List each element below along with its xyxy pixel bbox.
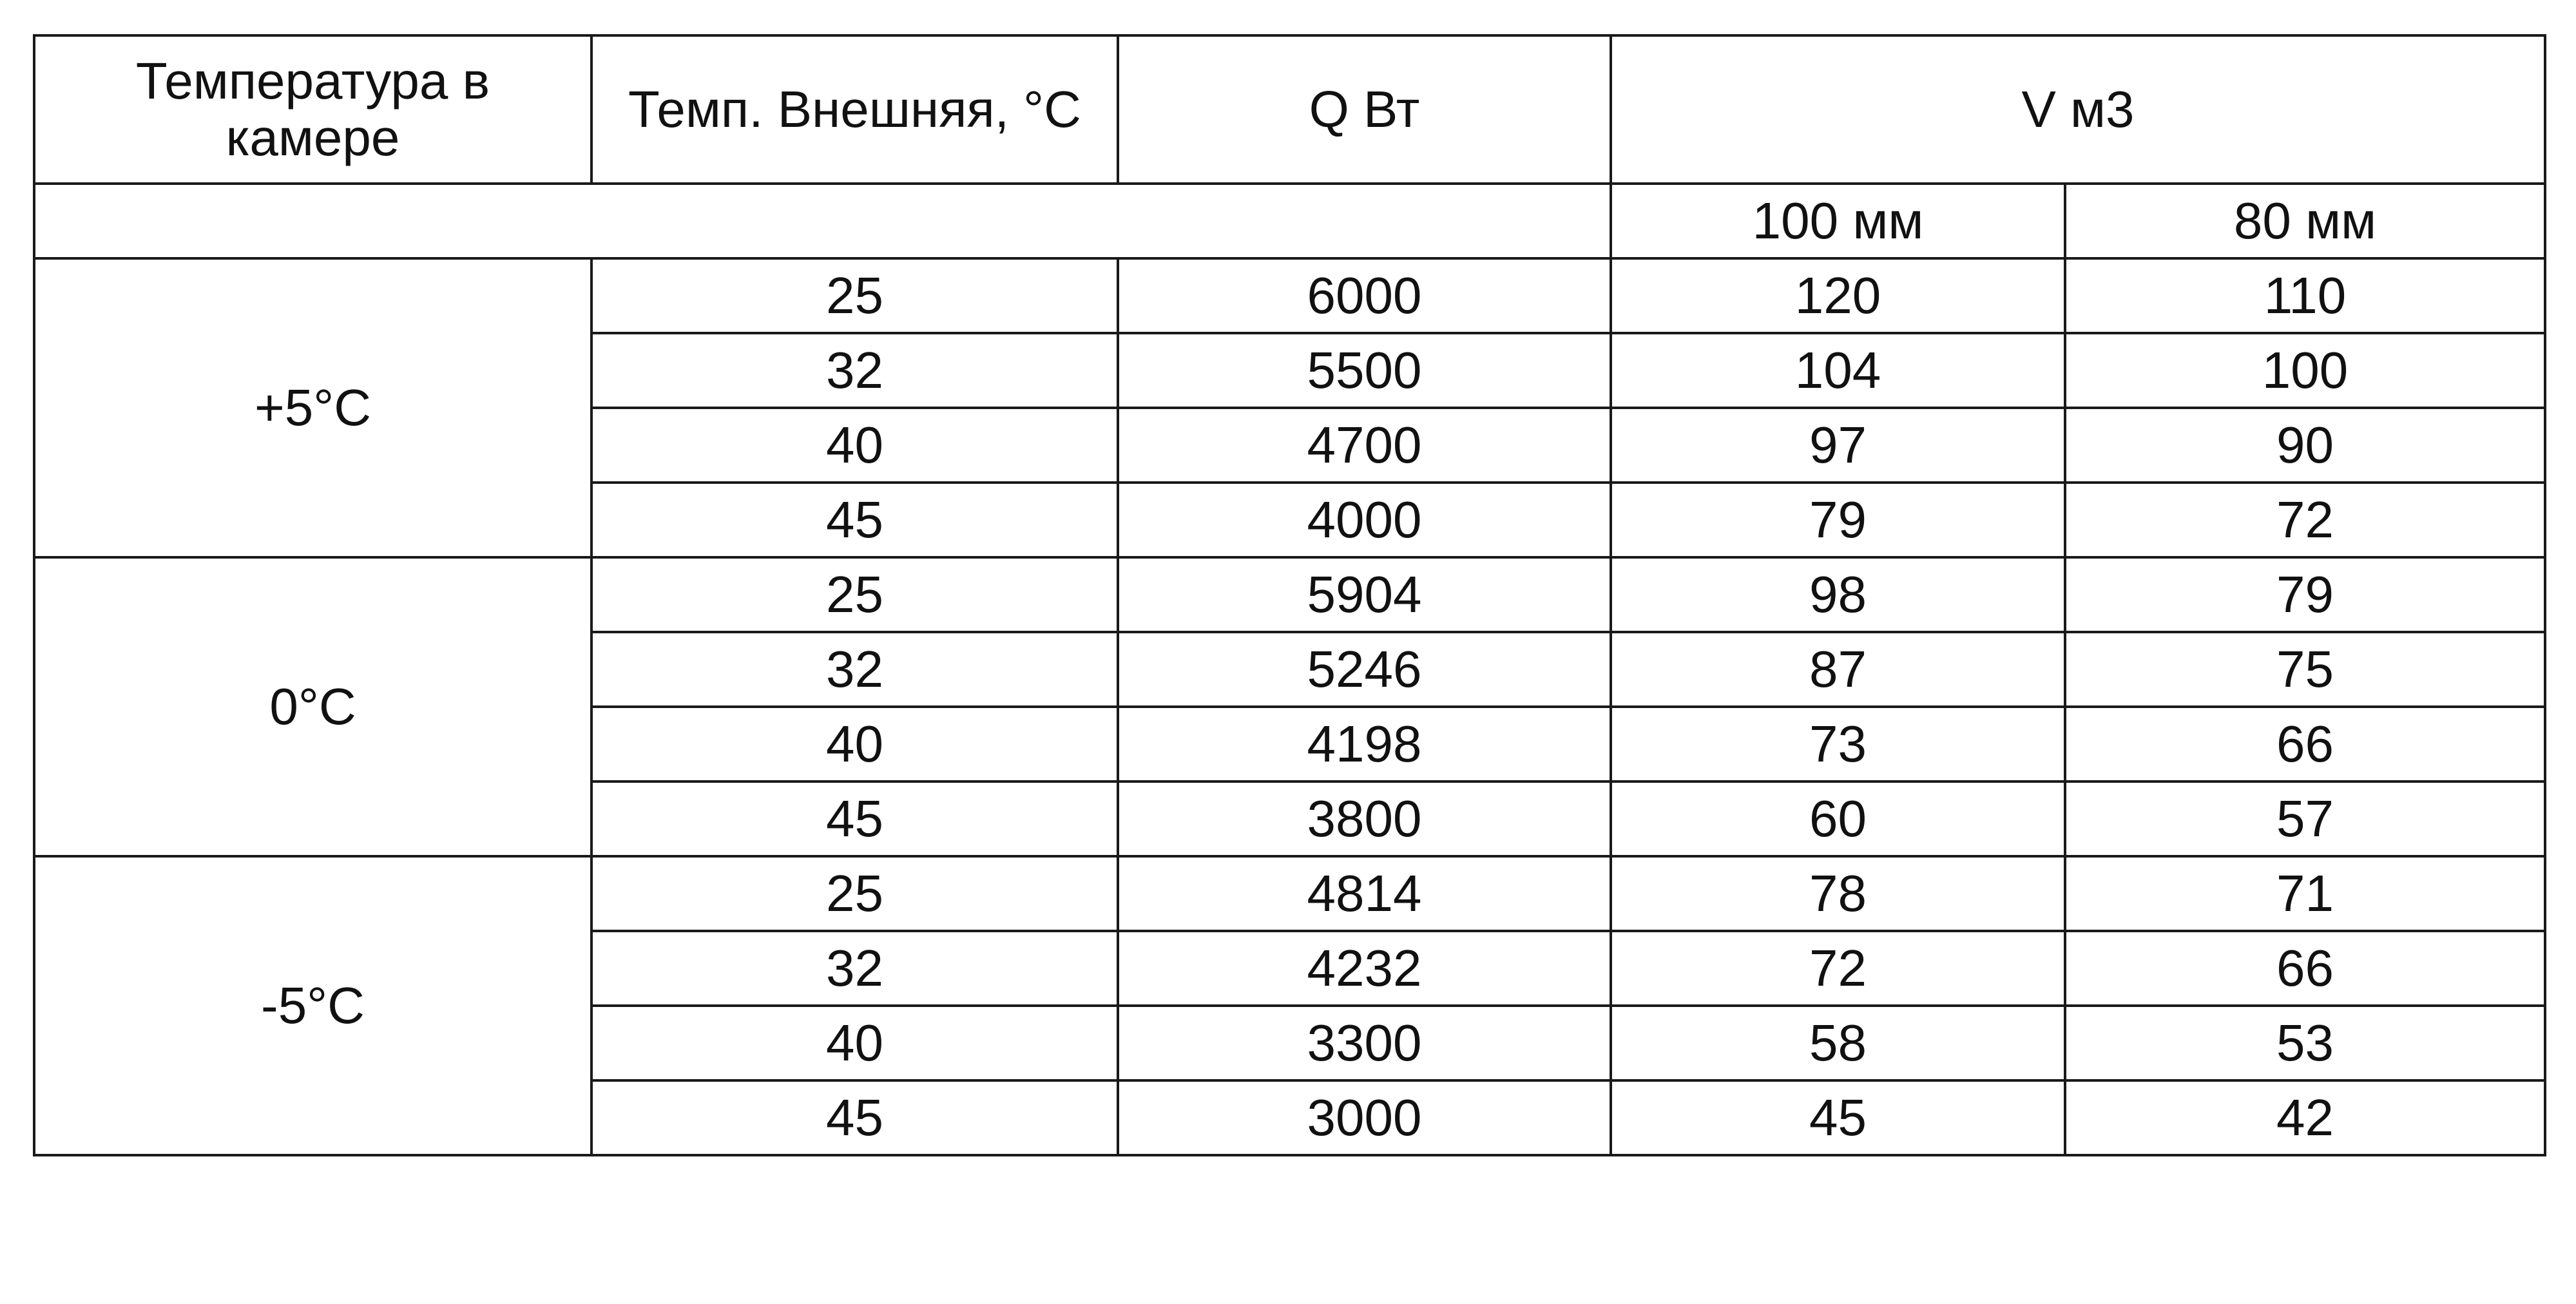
v-80mm-cell: 79 xyxy=(2065,557,2545,632)
chamber-temp-cell: -5°С xyxy=(34,856,591,1155)
v-80mm-cell: 66 xyxy=(2065,931,2545,1006)
q-cell: 5246 xyxy=(1118,632,1611,707)
v-80mm-cell: 71 xyxy=(2065,856,2545,931)
v-100mm-cell: 79 xyxy=(1611,483,2065,557)
header-ext-temp: Темп. Внешняя, °С xyxy=(591,35,1118,184)
q-cell: 4198 xyxy=(1118,707,1611,781)
q-cell: 5500 xyxy=(1118,333,1611,408)
q-cell: 4700 xyxy=(1118,408,1611,483)
q-cell: 4814 xyxy=(1118,856,1611,931)
q-cell: 4000 xyxy=(1118,483,1611,557)
v-80mm-cell: 110 xyxy=(2065,258,2545,333)
table-row xyxy=(34,856,2545,931)
subheader-blank xyxy=(34,184,1611,258)
header-v: V м3 xyxy=(1611,35,2545,184)
v-80mm-cell: 90 xyxy=(2065,408,2545,483)
ext-temp-cell: 25 xyxy=(591,258,1118,333)
ext-temp-cell: 32 xyxy=(591,333,1118,408)
ext-temp-cell: 32 xyxy=(591,632,1118,707)
q-cell: 3800 xyxy=(1118,781,1611,856)
header-q: Q Вт xyxy=(1118,35,1611,184)
header-chamber-temp: Температура в камере xyxy=(34,35,591,184)
v-100mm-cell: 72 xyxy=(1611,931,2065,1006)
q-cell: 5904 xyxy=(1118,557,1611,632)
ext-temp-cell: 40 xyxy=(591,408,1118,483)
ext-temp-cell: 45 xyxy=(591,781,1118,856)
ext-temp-cell: 40 xyxy=(591,1006,1118,1080)
v-100mm-cell: 78 xyxy=(1611,856,2065,931)
ext-temp-cell: 45 xyxy=(591,1080,1118,1155)
subheader-100mm: 100 мм xyxy=(1611,184,2065,258)
v-80mm-cell: 75 xyxy=(2065,632,2545,707)
v-100mm-cell: 45 xyxy=(1611,1080,2065,1155)
v-80mm-cell: 100 xyxy=(2065,333,2545,408)
v-80mm-cell: 57 xyxy=(2065,781,2545,856)
subheader-80mm: 80 мм xyxy=(2065,184,2545,258)
v-100mm-cell: 58 xyxy=(1611,1006,2065,1080)
v-100mm-cell: 120 xyxy=(1611,258,2065,333)
v-80mm-cell: 42 xyxy=(2065,1080,2545,1155)
chamber-temp-cell: +5°С xyxy=(34,258,591,557)
table-container xyxy=(33,34,2546,1156)
v-80mm-cell: 72 xyxy=(2065,483,2545,557)
header-row xyxy=(34,35,2545,184)
table-row xyxy=(34,258,2545,333)
chamber-temp-cell: 0°С xyxy=(34,557,591,856)
subheader-row xyxy=(34,184,2545,258)
v-100mm-cell: 73 xyxy=(1611,707,2065,781)
q-cell: 3000 xyxy=(1118,1080,1611,1155)
q-cell: 3300 xyxy=(1118,1006,1611,1080)
v-80mm-cell: 53 xyxy=(2065,1006,2545,1080)
ext-temp-cell: 45 xyxy=(591,483,1118,557)
v-100mm-cell: 87 xyxy=(1611,632,2065,707)
v-100mm-cell: 98 xyxy=(1611,557,2065,632)
ext-temp-cell: 25 xyxy=(591,856,1118,931)
table-row xyxy=(34,557,2545,632)
v-80mm-cell: 66 xyxy=(2065,707,2545,781)
v-100mm-cell: 104 xyxy=(1611,333,2065,408)
ext-temp-cell: 40 xyxy=(591,707,1118,781)
data-table xyxy=(33,34,2546,1156)
q-cell: 6000 xyxy=(1118,258,1611,333)
v-100mm-cell: 97 xyxy=(1611,408,2065,483)
ext-temp-cell: 32 xyxy=(591,931,1118,1006)
ext-temp-cell: 25 xyxy=(591,557,1118,632)
q-cell: 4232 xyxy=(1118,931,1611,1006)
v-100mm-cell: 60 xyxy=(1611,781,2065,856)
